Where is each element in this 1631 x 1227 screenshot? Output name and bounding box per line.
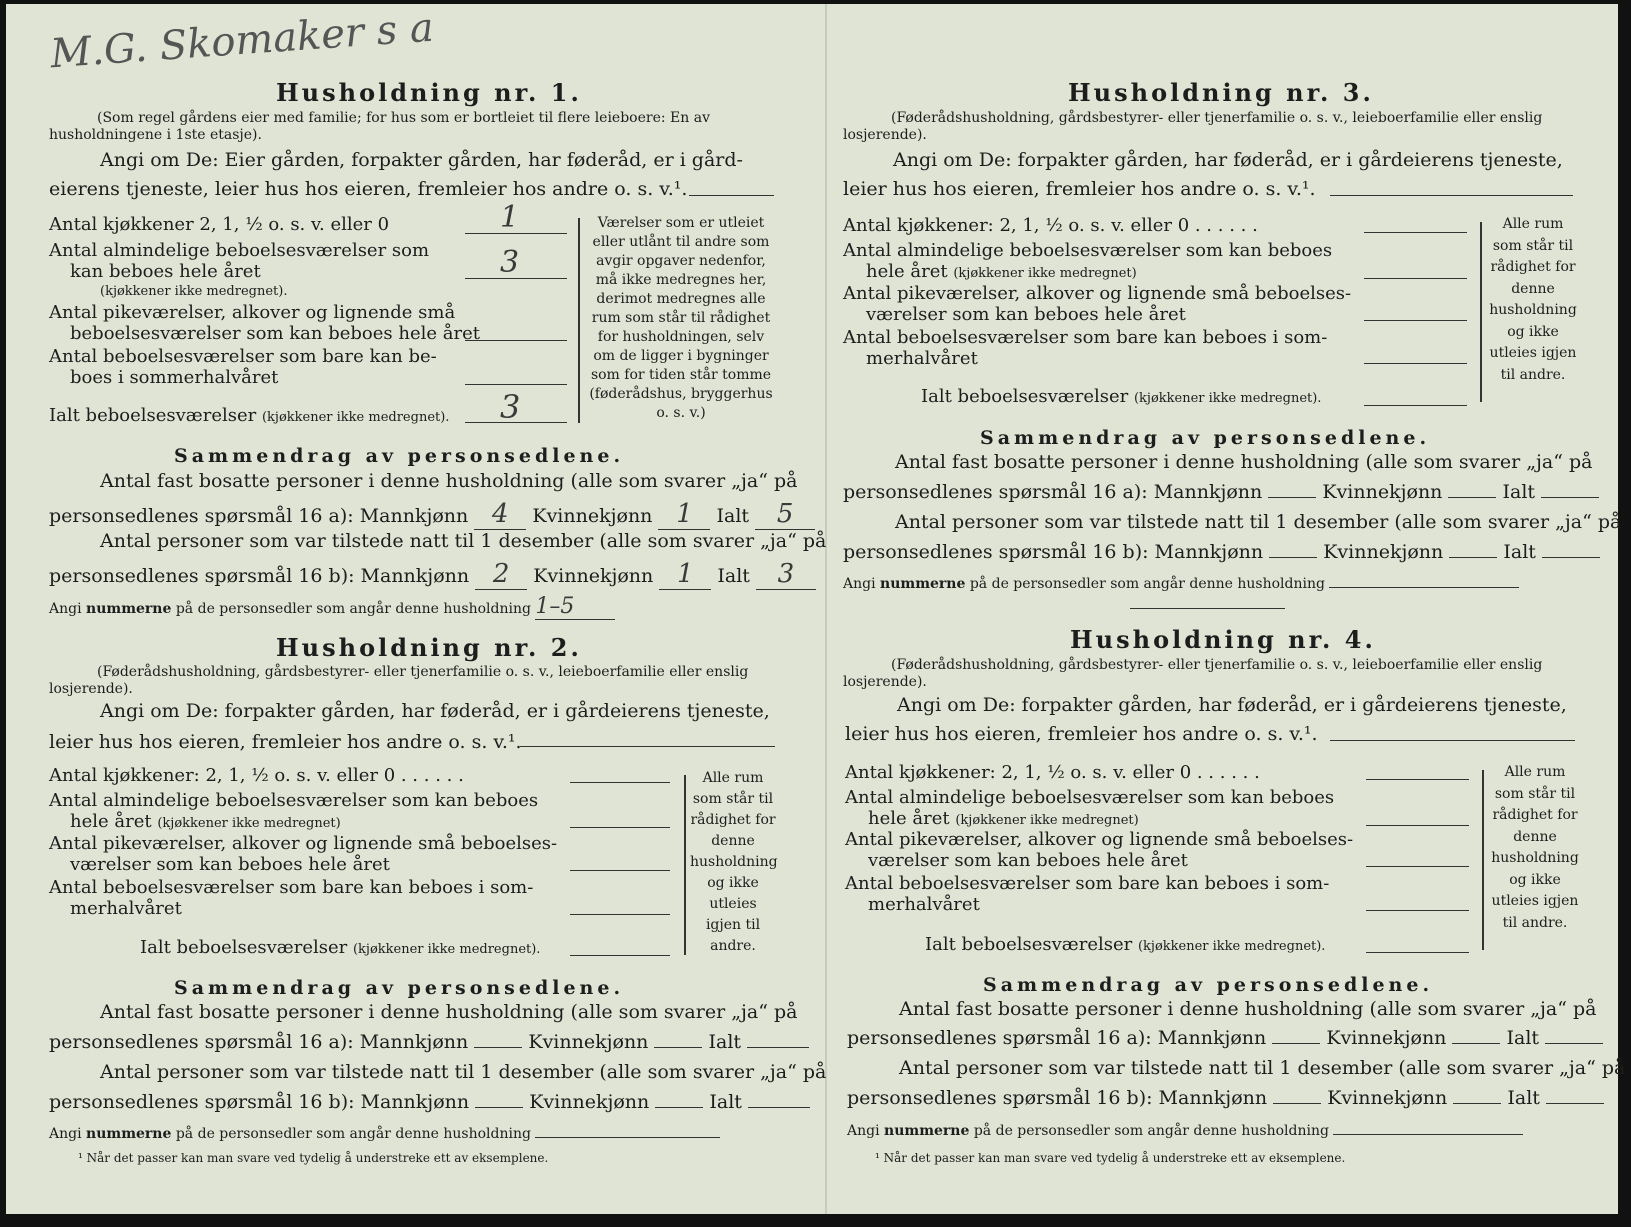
hh4-s1-female-field[interactable] <box>1452 1043 1500 1044</box>
hh1-s2-male-label: personsedlenes spørsmål 16 b): Mannkjønn <box>49 565 470 587</box>
hh1-side-note: Værelser som er utleiet eller utlånt til andre som avgir opgaver nedenfor, må ikke medregnes her, derimot medregnes alle rum som står til rådighet for husholdningen, selv om de ligger i bygninger som for tiden står tomme (føderådshus, bryggerhus o. s. v.) <box>589 215 773 421</box>
hh3-numbers-c: på de personsedler som angår denne husholdning <box>969 576 1325 592</box>
hh3-numbers-b: nummerne <box>880 576 966 592</box>
hh4-s2-total-label: Ialt <box>1507 1087 1540 1109</box>
hh4-s2-male-field[interactable] <box>1273 1103 1321 1104</box>
handwritten-signature: M.G. Skomaker s a <box>48 4 436 78</box>
hh3-side-brace <box>1480 222 1482 402</box>
hh3-rooms-b-text: hele året <box>866 261 948 282</box>
hh3-maid-rooms-b: værelser som kan beboes hele året <box>866 304 1186 325</box>
hh4-s2-male-label: personsedlenes spørsmål 16 b): Mannkjønn <box>847 1087 1268 1109</box>
hh3-s1-female-label: Kvinnekjønn <box>1322 481 1443 503</box>
hh3-note: (Føderådshusholdning, gårdsbestyrer- eller tjenerfamilie o. s. v., leieboerfamilie eller enslig losjerende). <box>843 110 1543 143</box>
hh3-total-text: Ialt beboelsesværelser <box>921 386 1129 407</box>
hh4-total-line[interactable] <box>1366 952 1469 953</box>
hh1-side-brace <box>578 218 580 423</box>
hh4-maid-rooms-b: værelser som kan beboes hele året <box>868 850 1188 871</box>
hh1-angi-line2: eierens tjeneste, leier hus hos eieren, fremleier hos andre o. s. v.¹. <box>49 178 688 200</box>
hh4-footnote: ¹ Når det passer kan man svare ved tydelig å understreke ett av eksemplene. <box>875 1151 1346 1165</box>
hh2-maid-rooms-line[interactable] <box>570 870 670 871</box>
hh2-summer-rooms-line[interactable] <box>570 914 670 915</box>
hh2-numbers-b: nummerne <box>86 1126 172 1142</box>
hh4-s1-male-label: personsedlenes spørsmål 16 a): Mannkjønn <box>847 1027 1267 1049</box>
hh1-s2-female-value: 1 <box>659 559 711 590</box>
hh1-total-line[interactable] <box>465 422 567 423</box>
hh4-summary-title: Sammendrag av personsedlene. <box>983 974 1434 996</box>
hh1-s2-line-b <box>49 559 816 590</box>
hh4-angi-line1: Angi om De: forpakter gården, har føderåd, er i gårdeierens tjeneste, <box>897 694 1567 716</box>
hh2-kitchens-line[interactable] <box>570 782 670 783</box>
hh1-summer-rooms-a: Antal beboelsesværelser som bare kan be- <box>49 346 437 367</box>
hh4-s2-female-label: Kvinnekjønn <box>1327 1087 1448 1109</box>
hh3-angi-line2: leier hus hos eieren, fremleier hos andre o. s. v.¹. <box>843 178 1316 200</box>
hh3-kitchens-label: Antal kjøkkener: 2, 1, ½ o. s. v. eller 0 . . . . . . <box>843 215 1258 236</box>
hh1-s2-total-value: 3 <box>756 559 816 590</box>
hh1-maid-rooms-a: Antal pikeværelser, alkover og lignende små <box>49 302 456 323</box>
hh1-summer-rooms-b: boes i sommerhalvåret <box>70 367 279 388</box>
hh4-numbers-b: nummerne <box>884 1123 970 1139</box>
hh1-s2-total-label: Ialt <box>717 565 750 587</box>
hh3-s2-female-label: Kvinnekjønn <box>1323 541 1444 563</box>
hh3-s2-male-field[interactable] <box>1269 557 1317 558</box>
hh2-s2-female-label: Kvinnekjønn <box>529 1091 650 1113</box>
hh3-rooms-label-b <box>866 261 1137 284</box>
hh3-maid-rooms-line[interactable] <box>1364 320 1467 321</box>
hh1-rooms-value: 3 <box>500 245 520 280</box>
hh2-s2-total-field[interactable] <box>748 1107 810 1108</box>
hh3-summer-rooms-b: merhalvåret <box>866 348 978 369</box>
hh4-angi-line2: leier hus hos eieren, fremleier hos andre o. s. v.¹. <box>845 723 1318 745</box>
hh2-rooms-b-text: hele året <box>70 811 152 832</box>
hh3-summer-rooms-line[interactable] <box>1364 363 1467 364</box>
hh4-maid-rooms-a: Antal pikeværelser, alkover og lignende små beboelses- <box>845 829 1354 850</box>
hh1-kitchens-label: Antal kjøkkener 2, 1, ½ o. s. v. eller 0 <box>49 214 390 235</box>
hh2-footnote: ¹ Når det passer kan man svare ved tydelig å understreke ett av eksemplene. <box>78 1151 549 1165</box>
hh3-side-note: Alle rum som står til rådighet for denne husholdning og ikke utleies igjen til andre. <box>1489 216 1577 383</box>
hh4-kitchens-label: Antal kjøkkener: 2, 1, ½ o. s. v. eller 0 . . . . . . <box>845 762 1260 783</box>
hh4-total-note: (kjøkkener ikke medregnet). <box>1137 939 1326 954</box>
hh2-s2-male-field[interactable] <box>475 1107 523 1108</box>
hh4-s1-total-label: Ialt <box>1506 1027 1540 1049</box>
hh1-maid-rooms-line[interactable] <box>465 340 567 341</box>
hh1-numbers-c: på de personsedler som angår denne husholdning <box>175 601 531 617</box>
hh2-s2-line-a: Antal personer som var tilstede natt til 1 desember (alle som svarer „ja“ på <box>100 1061 827 1083</box>
hh3-kitchens-line[interactable] <box>1364 232 1467 233</box>
hh1-total-value: 3 <box>500 388 521 426</box>
hh4-s1-total-field[interactable] <box>1545 1043 1603 1044</box>
hh1-s1-total-value: 5 <box>755 499 815 530</box>
hh2-summary-title: Sammendrag av personsedlene. <box>174 977 625 999</box>
hh2-numbers-c: på de personsedler som angår denne husholdning <box>175 1126 531 1142</box>
page-fold <box>825 4 827 1214</box>
hh2-s2-line-b <box>49 1091 810 1113</box>
hh4-total-label <box>925 934 1325 957</box>
hh1-maid-rooms-b: beboelsesværelser som kan beboes hele året <box>70 323 480 344</box>
hh2-s1-line-a: Antal fast bosatte personer i denne husholdning (alle som svarer „ja“ på <box>100 1001 798 1023</box>
hh3-numbers-line <box>843 576 1519 592</box>
hh2-rooms-note: (kjøkkener ikke medregnet) <box>157 816 341 831</box>
hh4-s2-female-field[interactable] <box>1453 1103 1501 1104</box>
hh1-s1-total-label: Ialt <box>716 505 750 527</box>
hh2-side-brace <box>684 775 686 955</box>
hh1-s1-line-a: Antal fast bosatte personer i denne husholdning (alle som svarer „ja“ på <box>100 470 798 492</box>
hh2-s1-male-label: personsedlenes spørsmål 16 a): Mannkjønn <box>49 1031 469 1053</box>
hh1-angi-line1: Angi om De: Eier gården, forpakter gården, har føderåd, er i gård- <box>100 149 743 171</box>
hh4-s1-male-field[interactable] <box>1272 1043 1320 1044</box>
hh2-rooms-line[interactable] <box>570 827 670 828</box>
hh4-summer-rooms-line[interactable] <box>1366 910 1469 911</box>
hh2-s1-total-label: Ialt <box>708 1031 742 1053</box>
hh3-s2-line-b <box>843 541 1600 563</box>
hh4-title: Husholdning nr. 4. <box>1070 625 1376 654</box>
hh1-rooms-label-b: kan beboes hele året <box>70 261 261 282</box>
hh4-s2-line-a: Antal personer som var tilstede natt til 1 desember (alle som svarer „ja“ på <box>899 1057 1626 1079</box>
hh2-side-note: Alle rum som står til rådighet for denne husholdning og ikke utleies igjen til andre. <box>690 770 778 954</box>
hh3-s1-total-label: Ialt <box>1502 481 1536 503</box>
hh1-total-text: Ialt beboelsesværelser <box>49 405 257 426</box>
hh3-total-line[interactable] <box>1364 405 1467 406</box>
hh2-s1-total-field[interactable] <box>747 1047 809 1048</box>
hh2-kitchens-label: Antal kjøkkener: 2, 1, ½ o. s. v. eller 0 . . . . . . <box>49 765 464 786</box>
hh3-rooms-note: (kjøkkener ikke medregnet) <box>953 266 1137 281</box>
hh1-rooms-label-a: Antal almindelige beboelsesværelser som <box>49 240 430 261</box>
hh2-total-note: (kjøkkener ikke medregnet). <box>352 942 541 957</box>
hh4-rooms-label-b <box>868 808 1139 831</box>
section-divider <box>1130 608 1285 609</box>
hh4-side-note: Alle rum som står til rådighet for denne husholdning og ikke utleies igjen til andre. <box>1491 764 1579 931</box>
hh3-maid-rooms-a: Antal pikeværelser, alkover og lignende små beboelses- <box>843 283 1352 304</box>
hh1-note: (Som regel gårdens eier med familie; for hus som er bortleiet til flere leieboere: En av husholdningene i 1ste etasje). <box>49 110 710 143</box>
hh3-summary-title: Sammendrag av personsedlene. <box>980 427 1431 449</box>
hh3-angi-line1: Angi om De: forpakter gården, har føderåd, er i gårdeierens tjeneste, <box>893 149 1563 171</box>
hh1-s2-female-label: Kvinnekjønn <box>533 565 654 587</box>
hh4-note: (Føderådshusholdning, gårdsbestyrer- eller tjenerfamilie o. s. v., leieboerfamilie eller enslig losjerende). <box>843 657 1543 690</box>
hh2-s1-male-field[interactable] <box>474 1047 522 1048</box>
hh3-angi-answer-line[interactable] <box>1330 195 1573 196</box>
hh2-s1-female-label: Kvinnekjønn <box>528 1031 649 1053</box>
hh1-s1-female-value: 1 <box>658 499 710 530</box>
hh2-note: (Føderådshusholdning, gårdsbestyrer- eller tjenerfamilie o. s. v., leieboerfamilie eller enslig losjerende). <box>49 664 749 697</box>
hh3-rooms-label-a: Antal almindelige beboelsesværelser som kan beboes <box>843 240 1333 261</box>
hh4-angi-answer-line[interactable] <box>1330 740 1575 741</box>
hh1-summer-rooms-line[interactable] <box>465 384 567 385</box>
hh3-title: Husholdning nr. 3. <box>1068 78 1374 107</box>
hh2-angi-line1: Angi om De: forpakter gården, har føderåd, er i gårdeierens tjeneste, <box>100 700 770 722</box>
hh4-numbers-a: Angi <box>847 1123 880 1139</box>
hh1-total-note: (kjøkkener ikke medregnet). <box>261 410 450 425</box>
hh2-maid-rooms-a: Antal pikeværelser, alkover og lignende små beboelses- <box>49 833 558 854</box>
hh4-rooms-b-text: hele året <box>868 808 950 829</box>
hh2-s2-female-field[interactable] <box>655 1107 703 1108</box>
hh2-numbers-field[interactable] <box>535 1137 720 1138</box>
hh2-maid-rooms-b: værelser som kan beboes hele året <box>70 854 390 875</box>
hh1-s1-male-label: personsedlenes spørsmål 16 a): Mannkjønn <box>49 505 469 527</box>
hh4-numbers-line <box>847 1123 1523 1139</box>
hh1-title: Husholdning nr. 1. <box>276 78 582 107</box>
hh3-numbers-a: Angi <box>843 576 876 592</box>
hh2-s2-total-label: Ialt <box>709 1091 742 1113</box>
hh1-s2-line-a: Antal personer som var tilstede natt til 1 desember (alle som svarer „ja“ på <box>100 530 827 552</box>
hh4-s2-line-b <box>847 1087 1604 1109</box>
hh1-numbers-line <box>49 594 615 620</box>
hh2-total-line[interactable] <box>570 955 670 956</box>
hh4-rooms-note: (kjøkkener ikke medregnet) <box>955 813 1139 828</box>
hh3-total-label <box>921 386 1321 409</box>
hh4-kitchens-line[interactable] <box>1366 779 1469 780</box>
hh1-numbers-a: Angi <box>49 601 82 617</box>
hh2-title: Husholdning nr. 2. <box>276 633 582 662</box>
hh1-rooms-note: (kjøkkener ikke medregnet). <box>100 284 288 299</box>
hh2-numbers-a: Angi <box>49 1126 82 1142</box>
hh3-numbers-field[interactable] <box>1329 587 1519 588</box>
hh4-s1-female-label: Kvinnekjønn <box>1326 1027 1447 1049</box>
hh3-s1-male-label: personsedlenes spørsmål 16 a): Mannkjønn <box>843 481 1263 503</box>
hh3-s2-male-label: personsedlenes spørsmål 16 b): Mannkjønn <box>843 541 1264 563</box>
hh1-s1-male-value: 4 <box>474 499 526 530</box>
hh1-total-label <box>49 405 449 428</box>
hh2-angi-line2: leier hus hos eieren, fremleier hos andre o. s. v.¹. <box>49 731 522 753</box>
hh4-summer-rooms-a: Antal beboelsesværelser som bare kan beboes i som- <box>845 873 1330 894</box>
hh1-rooms-line[interactable] <box>465 278 567 279</box>
hh3-s1-female-field[interactable] <box>1448 497 1496 498</box>
hh2-rooms-label-b <box>70 811 341 834</box>
hh2-summer-rooms-a: Antal beboelsesværelser som bare kan beboes i som- <box>49 877 534 898</box>
hh1-s2-male-value: 2 <box>475 559 527 590</box>
hh2-angi-answer-line[interactable] <box>520 746 775 747</box>
hh2-numbers-line <box>49 1126 720 1142</box>
hh4-summer-rooms-b: merhalvåret <box>868 894 980 915</box>
hh3-summer-rooms-a: Antal beboelsesværelser som bare kan beboes i som- <box>843 327 1328 348</box>
hh3-total-note: (kjøkkener ikke medregnet). <box>1133 391 1322 406</box>
hh1-s1-female-label: Kvinnekjønn <box>532 505 653 527</box>
hh4-numbers-c: på de personsedler som angår denne husholdning <box>973 1123 1329 1139</box>
hh3-s2-total-label: Ialt <box>1503 541 1536 563</box>
hh1-numbers-value: 1–5 <box>535 594 615 620</box>
hh4-side-brace <box>1482 770 1484 950</box>
hh1-angi-answer-line[interactable] <box>689 195 774 196</box>
hh2-s2-male-label: personsedlenes spørsmål 16 b): Mannkjønn <box>49 1091 470 1113</box>
hh3-s1-line-a: Antal fast bosatte personer i denne husholdning (alle som svarer „ja“ på <box>895 451 1593 473</box>
hh3-s2-total-field[interactable] <box>1542 557 1600 558</box>
hh4-s1-line-a: Antal fast bosatte personer i denne husholdning (alle som svarer „ja“ på <box>899 998 1597 1020</box>
hh3-s1-male-field[interactable] <box>1268 497 1316 498</box>
hh3-s1-total-field[interactable] <box>1541 497 1599 498</box>
hh4-s2-total-field[interactable] <box>1546 1103 1604 1104</box>
hh3-s2-female-field[interactable] <box>1449 557 1497 558</box>
hh3-s1-line-b <box>843 481 1599 503</box>
hh2-total-label <box>140 937 540 960</box>
hh1-kitchens-value: 1 <box>500 200 520 235</box>
hh2-summer-rooms-b: merhalvåret <box>70 898 182 919</box>
hh3-rooms-line[interactable] <box>1364 278 1467 279</box>
hh2-s1-line-b <box>49 1031 809 1053</box>
hh4-rooms-label-a: Antal almindelige beboelsesværelser som kan beboes <box>845 787 1335 808</box>
hh4-maid-rooms-line[interactable] <box>1366 866 1469 867</box>
hh1-numbers-b: nummerne <box>86 601 172 617</box>
hh2-rooms-label-a: Antal almindelige beboelsesværelser som kan beboes <box>49 790 539 811</box>
hh4-numbers-field[interactable] <box>1333 1134 1523 1135</box>
hh4-rooms-line[interactable] <box>1366 825 1469 826</box>
hh3-s2-line-a: Antal personer som var tilstede natt til 1 desember (alle som svarer „ja“ på <box>895 511 1622 533</box>
hh1-kitchens-line[interactable] <box>465 233 567 234</box>
hh1-s1-line-b <box>49 499 815 530</box>
hh4-total-text: Ialt beboelsesværelser <box>925 934 1133 955</box>
hh1-summary-title: Sammendrag av personsedlene. <box>174 445 625 467</box>
hh4-s1-line-b <box>847 1027 1603 1049</box>
hh2-total-text: Ialt beboelsesværelser <box>140 937 348 958</box>
hh2-s1-female-field[interactable] <box>654 1047 702 1048</box>
